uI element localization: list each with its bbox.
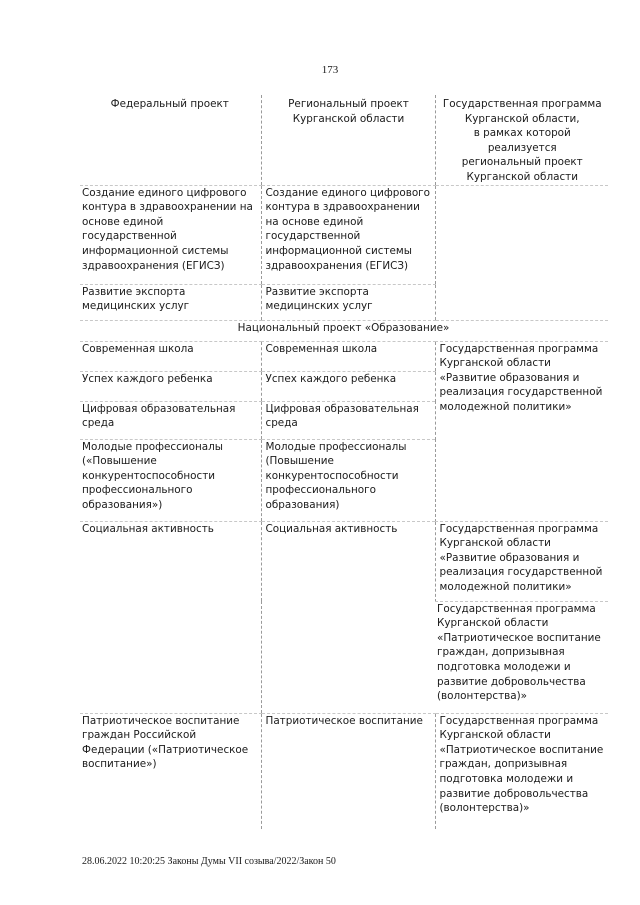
regional-project-text: Развитие экспорта медицинских услуг (265, 285, 373, 313)
federal-project-text: Создание единого цифрового контура в здравоохранении на основе единой государственной информационной системы здравоохранения (ЕГИСЗ) (82, 186, 253, 272)
table-row (80, 521, 608, 601)
state-program-text: Государственная программа Курганской области «Патриотическое воспитание граждан, допризывная подготовка молодежи и развитие добровольчества (волонтерства)» (437, 602, 601, 703)
header-federal-label: Федеральный проект (110, 98, 229, 110)
regional-project-text: Цифровая образовательная среда (265, 402, 419, 430)
state-program-cell (435, 284, 608, 320)
federal-project-text: Успех каждого ребенка (82, 372, 213, 385)
federal-project-text: Социальная активность (82, 522, 214, 535)
federal-project-cell (80, 341, 261, 371)
regional-project-cell (261, 439, 435, 521)
state-program-cell (435, 601, 608, 713)
regional-project-text: Успех каждого ребенка (265, 372, 397, 385)
section-title-education (80, 320, 608, 341)
header-state-program (435, 95, 608, 185)
federal-project-cell (80, 401, 261, 439)
state-program-text: Государственная программа Курганской области «Патриотическое воспитание граждан, допризывная подготовка молодежи и развитие добровольчества (волонтерства)» (439, 714, 604, 815)
table-row (80, 341, 608, 371)
federal-project-cell (80, 439, 261, 521)
state-program-cell (435, 341, 608, 521)
federal-project-cell (80, 371, 261, 401)
federal-project-cell (80, 185, 261, 284)
state-program-cell (435, 521, 608, 601)
section-title-text: Национальный проект «Образование» (237, 321, 450, 334)
federal-project-text: Молодые профессионалы («Повышение конкурентоспособности профессионального образования») (82, 440, 223, 511)
header-federal-project (80, 95, 261, 185)
table-header-row (80, 95, 608, 185)
regional-project-text: Молодые профессионалы (Повышение конкурентоспособности профессионального образования) (265, 440, 407, 511)
regional-project-cell (261, 713, 435, 829)
regional-project-cell (261, 521, 435, 713)
projects-table (80, 95, 608, 829)
regional-project-cell (261, 341, 435, 371)
state-program-text: Государственная программа Курганской области «Развитие образования и реализация государственной молодежной политики» (439, 342, 603, 413)
table-row (80, 713, 608, 829)
header-program-label: Государственная программа Курганской области, в рамках которой реализуется региональный проект Курганской области (442, 98, 602, 183)
table-row (80, 185, 608, 284)
regional-project-cell (261, 401, 435, 439)
regional-project-text: Современная школа (265, 342, 378, 355)
header-regional-project (261, 95, 435, 185)
federal-project-cell (80, 284, 261, 320)
federal-project-cell (80, 521, 261, 713)
state-program-cell (435, 185, 608, 284)
federal-project-text: Развитие экспорта медицинских услуг (82, 285, 190, 313)
regional-project-text: Социальная активность (265, 522, 398, 535)
page-number: 173 (321, 64, 339, 76)
federal-project-text: Современная школа (82, 342, 194, 355)
header-regional-label: Региональный проект Курганской области (288, 98, 409, 125)
state-program-cell (435, 713, 608, 829)
federal-project-text: Цифровая образовательная среда (82, 402, 236, 430)
section-row (80, 320, 608, 341)
state-program-text: Государственная программа Курганской области «Развитие образования и реализация государственной молодежной политики» (439, 522, 603, 593)
federal-project-text: Патриотическое воспитание граждан Российской Федерации («Патриотическое воспитание») (82, 714, 249, 771)
table-row (80, 284, 608, 320)
regional-project-text: Патриотическое воспитание (265, 714, 423, 727)
federal-project-cell (80, 713, 261, 829)
regional-project-text: Создание единого цифрового контура в здравоохранении на основе единой государственной информационной системы здравоохранения (ЕГИСЗ) (265, 186, 430, 272)
regional-project-cell (261, 185, 435, 284)
document-footer: 28.06.2022 10:20:25 Законы Думы VII созыва/2022/Закон 50 (82, 856, 336, 867)
regional-project-cell (261, 284, 435, 320)
regional-project-cell (261, 371, 435, 401)
